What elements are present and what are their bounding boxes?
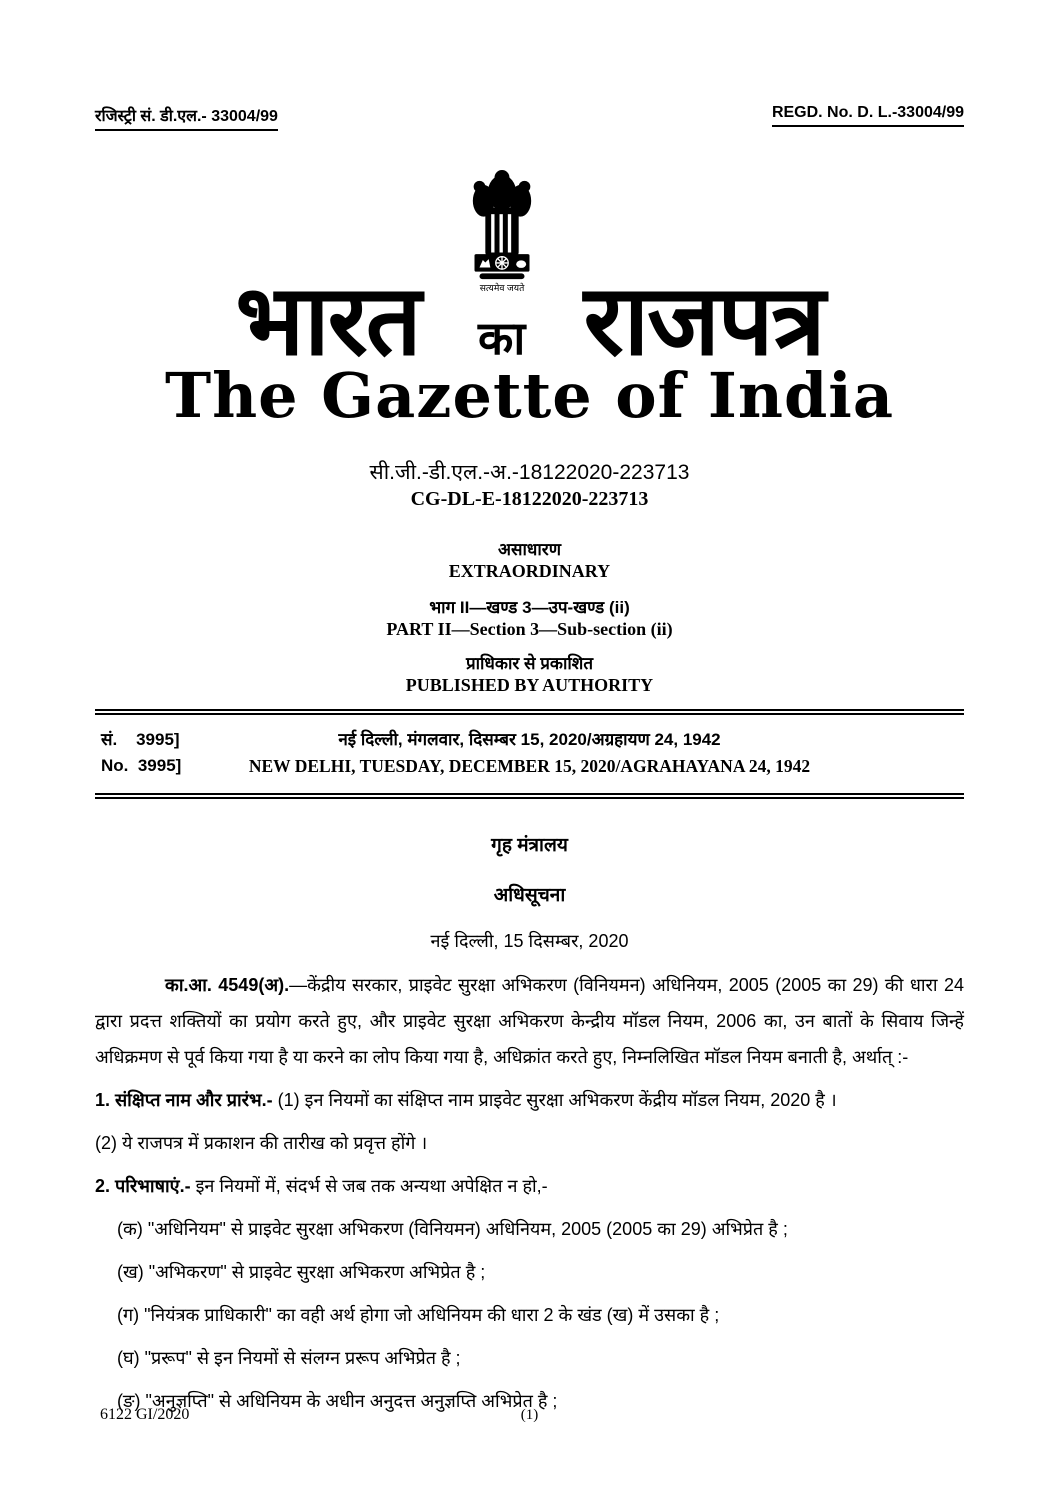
issue-number-english: No. 3995] — [101, 756, 182, 776]
ashoka-emblem-icon — [452, 159, 552, 311]
authority-english: PUBLISHED BY AUTHORITY — [405, 675, 654, 696]
definition-item-ga: (ग) "नियंत्रक प्राधिकारी" का वही अर्थ होगा जो अधिनियम की धारा 2 के खंड (ख) में उसका है ; — [117, 1305, 720, 1326]
registration-number-hindi: रजिस्ट्री सं. डी.एल.- 33004/99 — [95, 104, 278, 131]
registration-number-english: REGD. No. D. L.-33004/99 — [772, 104, 964, 127]
masthead-emblem-column — [436, 159, 568, 364]
masthead-word-ka: का — [478, 312, 526, 364]
authority-hindi: प्राधिकार से प्रकाशित — [465, 654, 594, 674]
dateline-hindi: नई दिल्ली, मंगलवार, दिसम्बर 15, 2020/अग्रहायण 24, 1942 — [338, 730, 721, 750]
issue-row-english — [95, 753, 964, 782]
opening-paragraph — [95, 967, 964, 1075]
dateline-english: NEW DELHI, TUESDAY, DECEMBER 15, 2020/AGRAHAYANA 24, 1942 — [248, 756, 811, 777]
opening-paragraph-text: —केंद्रीय सरकार, प्राइवेट सुरक्षा अभिकरण (विनियमन) अधिनियम, 2005 (2005 का 29) की धारा 24 द्वारा प्रदत्त शक्तियों का प्रयोग करते हुए, और प्राइवेट सुरक्षा अभिकरण केन्द्रीय मॉडल नियम, 2006 का, उन बातों के सिवाय जिन्हें अधिक्रमण से पूर्व किया गया है या करने का लोप किया गया है, अधिक्रांत करते हुए, निम्नलिखित मॉडल नियम बनाती है, अर्थात् :- — [95, 975, 964, 1068]
cg-dl-number-hindi: सी.जी.-डी.एल.-अ.-18122020-223713 — [369, 461, 690, 485]
registration-row — [95, 0, 964, 131]
definition-item-gha: (घ) "प्ररूप" से इन नियमों से संलग्न प्ररूप अभिप्रेत है ; — [117, 1348, 461, 1369]
definition-item-nga: (ङ) "अनुज्ञप्ति" से अधिनियम के अधीन अनुदत्त अनुज्ञप्ति अभिप्रेत है ; — [117, 1391, 558, 1412]
ministry-name: गृह मंत्रालय — [491, 835, 568, 857]
rule-1-paragraph — [95, 1082, 964, 1118]
part-section-english: PART II—Section 3—Sub-section (ii) — [386, 619, 673, 640]
extraordinary-hindi: असाधारण — [498, 540, 561, 560]
rule-2-title: 2. परिभाषाएं.- — [95, 1176, 191, 1197]
rule-1-sub-2: (2) ये राजपत्र में प्रकाशन की तारीख को प्रवृत्त होंगे । — [95, 1133, 428, 1154]
gazette-english-title: The Gazette of India — [164, 359, 895, 432]
page-number: (1) — [520, 1407, 539, 1423]
rule-2-paragraph — [95, 1168, 964, 1204]
notification-place-date: नई दिल्ली, 15 दिसम्बर, 2020 — [430, 931, 629, 952]
part-section-hindi: भाग II—खण्ड 3—उप-खण्ड (ii) — [429, 598, 630, 618]
extraordinary-english: EXTRAORDINARY — [448, 561, 611, 582]
issue-row-hindi — [95, 724, 964, 753]
notification-heading: अधिसूचना — [493, 885, 566, 907]
rule-1-text: (1) इन नियमों का संक्षिप्त नाम प्राइवेट सुरक्षा अभिकरण केंद्रीय मॉडल नियम, 2020 है । — [272, 1090, 837, 1111]
definition-item-ka: (क) "अधिनियम" से प्राइवेट सुरक्षा अभिकरण (विनियमन) अधिनियम, 2005 (2005 का 29) अभिप्रेत है ; — [117, 1219, 788, 1240]
so-number: का.आ. 4549(अ). — [165, 975, 290, 996]
rule-1-title: 1. संक्षिप्त नाम और प्रारंभ.- — [95, 1090, 273, 1111]
issue-number-hindi: सं. 3995] — [101, 730, 180, 750]
print-code: 6122 GI/2020 — [100, 1406, 190, 1423]
definition-item-kha: (ख) "अभिकरण" से प्राइवेट सुरक्षा अभिकरण अभिप्रेत है ; — [117, 1262, 486, 1283]
masthead — [95, 159, 964, 378]
bottom-double-rule — [95, 793, 964, 799]
cg-dl-number-english: CG-DL-E-18122020-223713 — [410, 488, 649, 511]
masthead-word-rajpatra: राजपत्र — [583, 263, 824, 378]
masthead-word-bharat: भारत — [235, 263, 420, 378]
emblem-motto: सत्यमेव जयते — [479, 282, 524, 293]
rule-2-text: इन नियमों में, संदर्भ से जब तक अन्यथा अपेक्षित न हो,- — [190, 1176, 548, 1197]
issue-band — [95, 709, 964, 799]
